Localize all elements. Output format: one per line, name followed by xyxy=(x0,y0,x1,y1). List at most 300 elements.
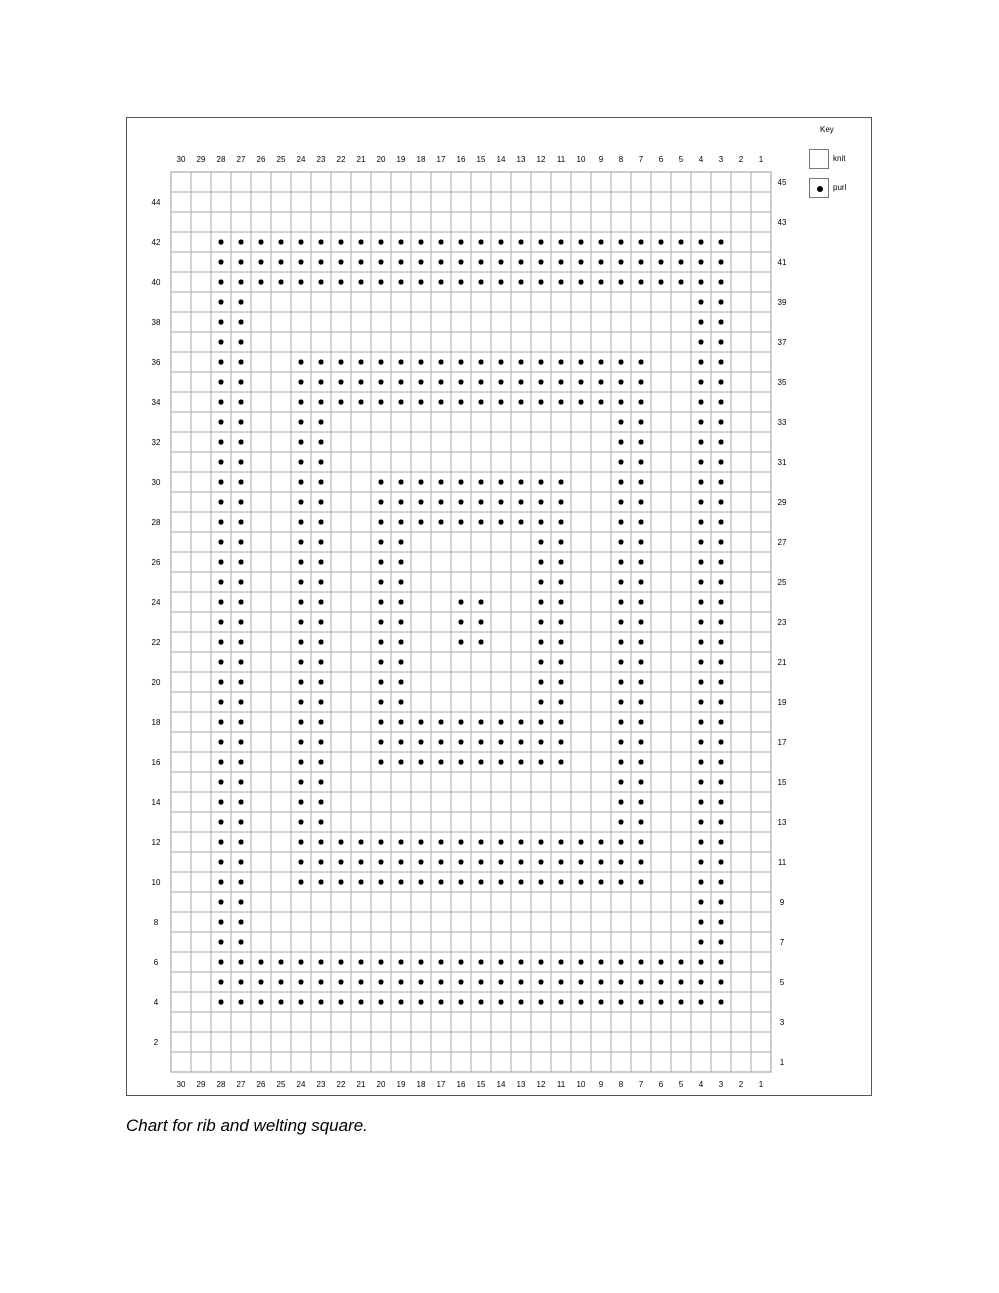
purl-stitch xyxy=(218,759,223,764)
purl-stitch xyxy=(598,979,603,984)
column-label: 9 xyxy=(598,1080,604,1089)
purl-stitch xyxy=(558,279,563,284)
purl-stitch xyxy=(418,959,423,964)
purl-stitch xyxy=(318,539,323,544)
purl-stitch xyxy=(578,259,583,264)
purl-stitch xyxy=(618,479,623,484)
column-label: 16 xyxy=(456,155,466,164)
purl-stitch xyxy=(718,359,723,364)
purl-stitch xyxy=(378,359,383,364)
purl-stitch xyxy=(678,259,683,264)
purl-stitch xyxy=(298,479,303,484)
purl-stitch xyxy=(278,259,283,264)
purl-stitch xyxy=(318,499,323,504)
purl-stitch xyxy=(298,879,303,884)
purl-stitch xyxy=(238,259,243,264)
purl-stitch xyxy=(638,279,643,284)
purl-stitch xyxy=(438,859,443,864)
purl-stitch xyxy=(538,959,543,964)
purl-stitch xyxy=(698,919,703,924)
purl-stitch xyxy=(698,479,703,484)
purl-stitch xyxy=(638,739,643,744)
purl-stitch xyxy=(698,899,703,904)
purl-stitch xyxy=(618,779,623,784)
purl-stitch xyxy=(598,379,603,384)
purl-stitch xyxy=(638,819,643,824)
purl-stitch xyxy=(638,359,643,364)
row-label-right: 35 xyxy=(777,378,787,387)
purl-stitch xyxy=(218,539,223,544)
column-label: 25 xyxy=(276,1080,286,1089)
row-label-left: 32 xyxy=(151,438,161,447)
row-label-left: 36 xyxy=(151,358,161,367)
purl-stitch xyxy=(538,639,543,644)
purl-stitch xyxy=(218,439,223,444)
purl-stitch xyxy=(418,739,423,744)
purl-stitch xyxy=(398,999,403,1004)
column-label: 17 xyxy=(436,1080,446,1089)
purl-stitch xyxy=(478,259,483,264)
purl-stitch xyxy=(238,999,243,1004)
purl-stitch xyxy=(478,399,483,404)
row-label-left: 14 xyxy=(151,798,161,807)
purl-stitch xyxy=(558,539,563,544)
purl-stitch xyxy=(398,879,403,884)
purl-stitch xyxy=(318,699,323,704)
purl-stitch xyxy=(718,739,723,744)
purl-stitch xyxy=(638,639,643,644)
purl-stitch xyxy=(558,879,563,884)
column-label: 8 xyxy=(618,1080,624,1089)
purl-stitch xyxy=(698,979,703,984)
purl-stitch xyxy=(538,839,543,844)
purl-stitch xyxy=(358,279,363,284)
row-label-left: 18 xyxy=(151,718,161,727)
purl-stitch xyxy=(278,979,283,984)
purl-stitch xyxy=(478,479,483,484)
purl-stitch xyxy=(418,279,423,284)
purl-stitch xyxy=(238,319,243,324)
purl-stitch xyxy=(218,979,223,984)
purl-stitch xyxy=(698,759,703,764)
knit-symbol-icon xyxy=(809,149,829,169)
purl-stitch xyxy=(538,999,543,1004)
purl-stitch xyxy=(698,879,703,884)
purl-stitch xyxy=(298,779,303,784)
purl-stitch xyxy=(618,799,623,804)
purl-stitch xyxy=(218,919,223,924)
purl-stitch xyxy=(718,339,723,344)
purl-stitch xyxy=(698,499,703,504)
column-label: 15 xyxy=(476,1080,486,1089)
purl-stitch xyxy=(638,659,643,664)
purl-stitch xyxy=(718,699,723,704)
purl-stitch xyxy=(718,939,723,944)
column-label: 1 xyxy=(758,155,764,164)
purl-stitch xyxy=(318,639,323,644)
purl-stitch xyxy=(618,579,623,584)
purl-stitch xyxy=(558,739,563,744)
purl-stitch xyxy=(298,799,303,804)
purl-stitch xyxy=(458,639,463,644)
purl-stitch xyxy=(318,379,323,384)
purl-stitch xyxy=(298,739,303,744)
purl-stitch xyxy=(298,519,303,524)
purl-stitch xyxy=(618,699,623,704)
purl-stitch xyxy=(318,999,323,1004)
purl-stitch xyxy=(418,359,423,364)
purl-stitch xyxy=(598,359,603,364)
column-label: 28 xyxy=(216,155,226,164)
purl-stitch xyxy=(698,439,703,444)
purl-stitch xyxy=(298,439,303,444)
purl-stitch xyxy=(238,479,243,484)
key-knit-label: knit xyxy=(833,154,846,163)
purl-stitch xyxy=(218,699,223,704)
purl-stitch xyxy=(718,279,723,284)
key-title: Key xyxy=(820,125,834,134)
purl-stitch xyxy=(238,859,243,864)
purl-stitch xyxy=(398,279,403,284)
purl-stitch xyxy=(618,519,623,524)
purl-stitch xyxy=(718,719,723,724)
key-purl-label: purl xyxy=(833,183,847,192)
purl-stitch xyxy=(238,419,243,424)
purl-stitch xyxy=(238,799,243,804)
purl-stitch xyxy=(478,999,483,1004)
purl-stitch xyxy=(658,279,663,284)
purl-stitch xyxy=(458,859,463,864)
column-label: 12 xyxy=(536,155,546,164)
purl-stitch xyxy=(278,239,283,244)
purl-stitch xyxy=(538,659,543,664)
purl-stitch xyxy=(698,459,703,464)
purl-stitch xyxy=(538,739,543,744)
purl-stitch xyxy=(338,239,343,244)
purl-stitch xyxy=(698,959,703,964)
purl-stitch xyxy=(558,519,563,524)
purl-stitch xyxy=(578,399,583,404)
purl-stitch xyxy=(718,499,723,504)
purl-stitch xyxy=(218,719,223,724)
column-label: 27 xyxy=(236,1080,246,1089)
purl-stitch xyxy=(538,539,543,544)
purl-stitch xyxy=(498,379,503,384)
purl-stitch xyxy=(478,959,483,964)
row-label-right: 33 xyxy=(777,418,787,427)
purl-stitch xyxy=(638,719,643,724)
purl-stitch xyxy=(638,999,643,1004)
purl-stitch xyxy=(378,599,383,604)
purl-stitch xyxy=(398,379,403,384)
column-label: 26 xyxy=(256,155,266,164)
purl-stitch xyxy=(318,839,323,844)
purl-stitch xyxy=(718,439,723,444)
purl-stitch xyxy=(278,279,283,284)
purl-stitch xyxy=(218,839,223,844)
purl-stitch xyxy=(218,319,223,324)
purl-stitch xyxy=(718,379,723,384)
purl-stitch xyxy=(618,539,623,544)
purl-stitch xyxy=(498,879,503,884)
purl-stitch xyxy=(538,479,543,484)
purl-stitch xyxy=(638,239,643,244)
purl-stitch xyxy=(298,379,303,384)
purl-stitch xyxy=(418,999,423,1004)
purl-stitch xyxy=(298,719,303,724)
purl-stitch xyxy=(418,519,423,524)
column-label: 20 xyxy=(376,155,386,164)
row-label-right: 27 xyxy=(777,538,787,547)
purl-stitch xyxy=(298,459,303,464)
purl-stitch xyxy=(438,519,443,524)
purl-stitch xyxy=(438,999,443,1004)
purl-stitch xyxy=(718,559,723,564)
purl-stitch xyxy=(598,239,603,244)
purl-stitch xyxy=(418,719,423,724)
purl-stitch xyxy=(418,399,423,404)
purl-stitch xyxy=(458,399,463,404)
purl-stitch xyxy=(698,519,703,524)
row-label-right: 1 xyxy=(779,1058,785,1067)
purl-stitch xyxy=(438,719,443,724)
purl-stitch xyxy=(238,299,243,304)
purl-stitch xyxy=(438,979,443,984)
purl-stitch xyxy=(238,339,243,344)
purl-stitch xyxy=(238,279,243,284)
purl-stitch xyxy=(358,359,363,364)
purl-stitch xyxy=(498,839,503,844)
purl-stitch xyxy=(358,879,363,884)
column-label: 25 xyxy=(276,155,286,164)
row-label-right: 25 xyxy=(777,578,787,587)
purl-stitch xyxy=(518,839,523,844)
column-label: 26 xyxy=(256,1080,266,1089)
purl-stitch xyxy=(698,819,703,824)
purl-stitch xyxy=(618,979,623,984)
purl-stitch xyxy=(398,979,403,984)
purl-stitch xyxy=(458,999,463,1004)
row-label-left: 34 xyxy=(151,398,161,407)
purl-stitch xyxy=(258,959,263,964)
column-label: 19 xyxy=(396,1080,406,1089)
purl-stitch xyxy=(378,759,383,764)
column-label: 24 xyxy=(296,155,306,164)
purl-stitch xyxy=(498,499,503,504)
purl-stitch xyxy=(238,379,243,384)
chart-caption: Chart for rib and welting square. xyxy=(126,1116,368,1135)
purl-stitch xyxy=(478,879,483,884)
purl-stitch xyxy=(318,719,323,724)
purl-stitch xyxy=(558,719,563,724)
purl-stitch xyxy=(238,899,243,904)
column-label: 5 xyxy=(678,155,684,164)
purl-stitch xyxy=(718,959,723,964)
purl-stitch xyxy=(318,879,323,884)
purl-stitch xyxy=(318,739,323,744)
purl-stitch xyxy=(358,379,363,384)
purl-stitch xyxy=(598,279,603,284)
purl-stitch xyxy=(638,839,643,844)
purl-stitch xyxy=(478,739,483,744)
row-label-left: 10 xyxy=(151,878,161,887)
purl-stitch xyxy=(578,999,583,1004)
purl-stitch xyxy=(578,359,583,364)
purl-stitch xyxy=(318,779,323,784)
purl-stitch xyxy=(698,599,703,604)
purl-stitch xyxy=(338,859,343,864)
purl-stitch xyxy=(598,879,603,884)
purl-stitch xyxy=(418,239,423,244)
purl-stitch xyxy=(238,979,243,984)
purl-stitch xyxy=(218,899,223,904)
purl-stitch xyxy=(378,539,383,544)
column-label: 6 xyxy=(658,155,664,164)
purl-stitch xyxy=(298,599,303,604)
purl-stitch xyxy=(498,979,503,984)
purl-stitch xyxy=(458,279,463,284)
purl-stitch xyxy=(638,979,643,984)
purl-stitch xyxy=(398,699,403,704)
purl-stitch xyxy=(718,859,723,864)
purl-stitch xyxy=(638,439,643,444)
row-label-left: 30 xyxy=(151,478,161,487)
purl-stitch xyxy=(658,239,663,244)
purl-stitch xyxy=(438,279,443,284)
purl-stitch xyxy=(238,759,243,764)
purl-stitch xyxy=(398,639,403,644)
purl-stitch xyxy=(578,239,583,244)
purl-stitch xyxy=(698,999,703,1004)
purl-stitch xyxy=(218,999,223,1004)
purl-stitch xyxy=(298,619,303,624)
purl-stitch xyxy=(478,759,483,764)
purl-stitch xyxy=(698,579,703,584)
purl-stitch xyxy=(518,999,523,1004)
purl-stitch xyxy=(218,479,223,484)
purl-stitch xyxy=(238,819,243,824)
purl-stitch xyxy=(458,619,463,624)
column-label: 30 xyxy=(176,155,186,164)
purl-stitch xyxy=(698,839,703,844)
purl-stitch xyxy=(718,599,723,604)
purl-stitch xyxy=(398,859,403,864)
row-label-left: 4 xyxy=(153,998,159,1007)
purl-stitch xyxy=(478,979,483,984)
purl-stitch xyxy=(438,239,443,244)
row-label-left: 26 xyxy=(151,558,161,567)
purl-stitch xyxy=(398,959,403,964)
purl-stitch xyxy=(318,979,323,984)
purl-stitch xyxy=(618,379,623,384)
row-label-right: 29 xyxy=(777,498,787,507)
purl-stitch xyxy=(638,259,643,264)
column-label: 10 xyxy=(576,155,586,164)
column-label: 13 xyxy=(516,1080,526,1089)
purl-stitch xyxy=(598,859,603,864)
purl-stitch xyxy=(698,279,703,284)
purl-stitch xyxy=(718,319,723,324)
purl-stitch xyxy=(238,679,243,684)
purl-stitch xyxy=(438,359,443,364)
purl-stitch xyxy=(698,399,703,404)
purl-stitch xyxy=(618,619,623,624)
purl-stitch xyxy=(318,459,323,464)
purl-stitch xyxy=(618,459,623,464)
purl-stitch xyxy=(298,399,303,404)
purl-stitch xyxy=(638,799,643,804)
purl-stitch xyxy=(558,639,563,644)
purl-stitch xyxy=(458,739,463,744)
purl-stitch xyxy=(318,419,323,424)
purl-stitch xyxy=(518,259,523,264)
purl-stitch xyxy=(478,359,483,364)
purl-stitch xyxy=(518,879,523,884)
purl-stitch xyxy=(538,979,543,984)
purl-stitch xyxy=(618,499,623,504)
purl-stitch xyxy=(438,759,443,764)
purl-stitch xyxy=(698,939,703,944)
row-label-right: 23 xyxy=(777,618,787,627)
purl-stitch xyxy=(558,619,563,624)
purl-stitch xyxy=(318,799,323,804)
purl-stitch xyxy=(698,539,703,544)
purl-stitch xyxy=(238,599,243,604)
purl-stitch xyxy=(698,639,703,644)
purl-stitch xyxy=(658,259,663,264)
purl-stitch xyxy=(418,499,423,504)
purl-stitch xyxy=(418,839,423,844)
purl-stitch xyxy=(718,239,723,244)
purl-stitch xyxy=(458,499,463,504)
purl-stitch xyxy=(398,479,403,484)
purl-stitch xyxy=(718,899,723,904)
purl-stitch xyxy=(638,699,643,704)
purl-stitch xyxy=(398,239,403,244)
purl-stitch xyxy=(238,459,243,464)
purl-stitch xyxy=(378,739,383,744)
purl-stitch xyxy=(718,399,723,404)
purl-stitch xyxy=(618,959,623,964)
column-label: 7 xyxy=(638,1080,644,1089)
purl-stitch xyxy=(498,759,503,764)
purl-stitch xyxy=(438,379,443,384)
purl-stitch xyxy=(358,239,363,244)
purl-stitch xyxy=(298,839,303,844)
purl-stitch xyxy=(318,559,323,564)
purl-stitch xyxy=(718,679,723,684)
purl-stitch xyxy=(718,459,723,464)
purl-stitch xyxy=(438,259,443,264)
purl-stitch xyxy=(378,719,383,724)
purl-stitch xyxy=(238,239,243,244)
purl-stitch xyxy=(378,239,383,244)
purl-stitch xyxy=(538,879,543,884)
purl-stitch xyxy=(458,879,463,884)
purl-stitch xyxy=(718,839,723,844)
purl-stitch xyxy=(398,759,403,764)
purl-stitch xyxy=(538,719,543,724)
purl-stitch xyxy=(538,239,543,244)
purl-stitch xyxy=(318,239,323,244)
purl-stitch xyxy=(238,659,243,664)
purl-stitch xyxy=(678,239,683,244)
purl-stitch xyxy=(458,519,463,524)
column-label: 13 xyxy=(516,155,526,164)
purl-stitch xyxy=(638,539,643,544)
purl-stitch xyxy=(218,279,223,284)
purl-stitch xyxy=(298,859,303,864)
